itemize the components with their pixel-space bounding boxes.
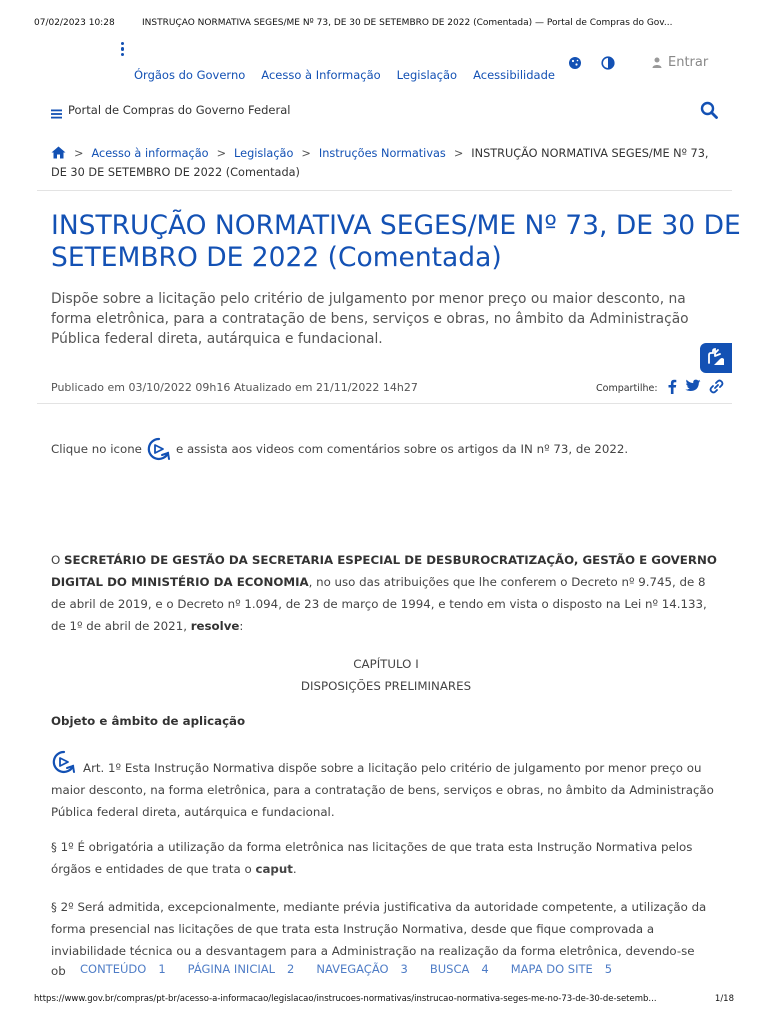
breadcrumb-separator: >: [216, 147, 227, 160]
twitter-icon[interactable]: [685, 379, 701, 393]
page-title: INSTRUÇÃO NORMATIVA SEGES/ME Nº 73, DE 30 DE SETEMBRO DE 2022 (Comentada): [51, 210, 741, 273]
decree-text: , no uso das atribuições que lhe conferem o Decreto nº 9.745, de 8 de abril de 2019, e o Decreto nº 1.094, de 23 de março de 1994, e tendo em vista o disposto na Lei nº 14.133, de 1º de abril de 2021,: [51, 575, 707, 633]
search-icon[interactable]: [700, 101, 718, 123]
paragraph-2: § 2º Será admitida, excepcionalmente, mediante prévia justificativa da autoridade competente, a utilização da forma presencial nas licitações de que trata esta Instrução Normativa, desde que fique comprovada a inviabilidade técnica ou a desvantagem para a Administração na realização da forma eletrônica, devendo-se: [51, 900, 707, 958]
portal-name[interactable]: Portal de Compras do Governo Federal: [68, 103, 291, 117]
breadcrumb: [51, 144, 721, 182]
decree-authority: SECRETÁRIO DE GESTÃO DA SECRETARIA ESPECIAL DE DESBUROCRATIZAÇÃO, GESTÃO E GOVERNO DIGITAL DO MINISTÉRIO DA ECONOMIA: [51, 553, 717, 589]
skip-link-label: MAPA DO SITE: [510, 962, 593, 976]
skip-link-key: 2: [287, 962, 295, 976]
decree-prefix: O: [51, 553, 65, 567]
print-url: https://www.gov.br/compras/pt-br/acesso-a-informacao/legislacao/instrucoes-normativas/instrucao-normativa-seges-me-no-73-de-30-de-setemb...: [34, 994, 657, 1004]
print-header: [34, 18, 734, 28]
skip-link-busca[interactable]: [430, 962, 489, 976]
breadcrumb-current: INSTRUÇÃO NORMATIVA SEGES/ME Nº 73, DE 30 DE SETEMBRO DE 2022 (Comentada): [51, 147, 709, 179]
video-comment-icon[interactable]: [51, 750, 77, 774]
skip-link-key: 5: [604, 962, 613, 976]
intro-text-after: e assista aos videos com comentários sobre os artigos da IN nº 73, de 2022.: [175, 442, 629, 456]
share-icons: [667, 379, 724, 394]
copy-link-icon[interactable]: [709, 379, 724, 394]
home-icon[interactable]: [51, 146, 66, 159]
breadcrumb-separator: >: [453, 147, 464, 160]
decree-resolve: resolve: [190, 619, 240, 633]
skip-link-navegacao[interactable]: [316, 962, 408, 976]
hamburger-menu-icon[interactable]: [51, 104, 62, 123]
breadcrumb-acesso-informacao[interactable]: Acesso à informação: [91, 147, 209, 160]
share-label: Compartilhe:: [596, 383, 658, 394]
skip-link-label: PÁGINA INICIAL: [187, 962, 276, 976]
login-label: Entrar: [668, 55, 709, 70]
video-comment-icon[interactable]: [146, 437, 172, 461]
skip-link-label: BUSCA: [429, 962, 470, 976]
login-button[interactable]: [652, 55, 708, 70]
paragraph-2-continuation: ob: [51, 964, 66, 978]
skip-link-label: NAVEGAÇÃO: [316, 962, 389, 976]
print-datetime: 07/02/2023 10:28: [34, 18, 115, 28]
divider: [37, 403, 732, 404]
sign-language-icon: [700, 343, 732, 373]
section-title: Objeto e âmbito de aplicação: [51, 714, 246, 728]
skip-link-conteudo[interactable]: [80, 962, 166, 976]
paragraph-1: [51, 836, 721, 880]
user-icon: [652, 57, 662, 68]
contrast-icon[interactable]: [601, 55, 615, 74]
decree-preamble: [51, 549, 721, 637]
top-nav-acesso-informacao[interactable]: Acesso à Informação: [261, 68, 381, 82]
chapter-number: CAPÍTULO I: [353, 657, 419, 671]
print-footer: [34, 994, 734, 1004]
video-intro: [51, 437, 731, 461]
paragraph-1-text: § 1º É obrigatória a utilização da forma eletrônica nas licitações de que trata esta Instrução Normativa pelos órgãos e entidades de que trata o: [51, 840, 693, 876]
facebook-icon[interactable]: [667, 379, 677, 394]
paragraph-1-caput: caput: [255, 862, 293, 876]
intro-text-before: Clique no icone: [51, 442, 142, 456]
more-options-icon[interactable]: [121, 42, 125, 58]
skip-link-mapa-do-site[interactable]: [511, 962, 612, 976]
top-nav-acessibilidade[interactable]: Acessibilidade: [473, 68, 555, 82]
chapter-name: DISPOSIÇÕES PRELIMINARES: [300, 679, 472, 693]
published-info: Publicado em 03/10/2022 09h16 Atualizado em 21/11/2022 14h27: [51, 381, 418, 394]
skip-link-key: 4: [481, 962, 489, 976]
top-nav-orgaos[interactable]: Órgãos do Governo: [134, 68, 246, 82]
libras-accessibility-button[interactable]: [700, 343, 732, 373]
paragraph-1-end: .: [292, 862, 297, 876]
skip-link-label: CONTEÚDO: [80, 962, 147, 976]
breadcrumb-separator: >: [301, 147, 311, 160]
cookie-icon[interactable]: [568, 55, 582, 74]
skip-link-pagina-inicial[interactable]: [188, 962, 295, 976]
breadcrumb-separator: >: [74, 147, 84, 160]
article-1: [51, 750, 721, 823]
skip-links-bar: [76, 962, 616, 976]
top-nav: [134, 68, 555, 82]
page-subtitle: Dispõe sobre a licitação pelo critério de julgamento por menor preço ou maior desconto, na forma eletrônica, para a contratação de bens, serviços e obras, no âmbito da Administração Pública federal direta, autárquica e fundacional.: [51, 291, 689, 347]
breadcrumb-legislacao[interactable]: Legislação: [234, 147, 294, 160]
divider: [37, 190, 732, 191]
breadcrumb-instrucoes-normativas[interactable]: Instruções Normativas: [318, 147, 446, 160]
chapter-heading: [51, 653, 721, 697]
skip-link-key: 1: [158, 962, 166, 976]
skip-link-key: 3: [400, 962, 408, 976]
top-nav-legislacao[interactable]: Legislação: [396, 68, 458, 82]
article-1-text: Art. 1º Esta Instrução Normativa dispõe sobre a licitação pelo critério de julgamento por menor preço ou maior desconto, na forma eletrônica, para a contratação de bens, serviços e obras, no âmbito da Administração Pública federal direta, autárquica e fundacional.: [51, 761, 714, 819]
print-page-number: 1/18: [714, 994, 734, 1004]
print-page-title: INSTRUÇÃO NORMATIVA SEGES/ME Nº 73, DE 30 DE SETEMBRO DE 2022 (Comentada) — Portal de Compras do Gov...: [142, 18, 673, 28]
decree-end: :: [239, 619, 244, 633]
